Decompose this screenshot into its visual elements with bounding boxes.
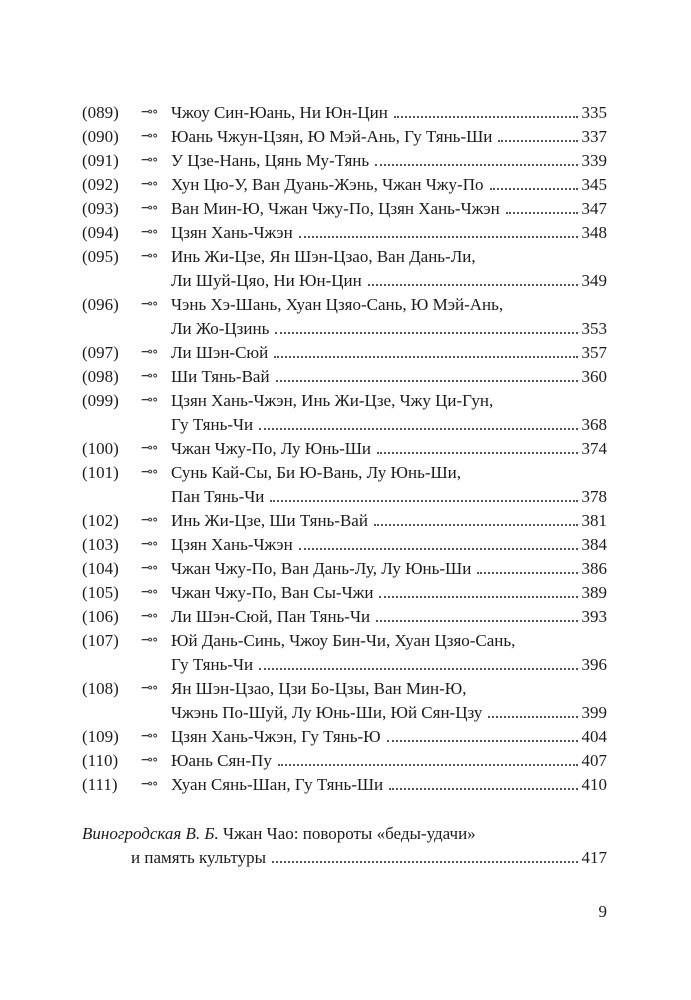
page-number: 335 — [581, 103, 607, 122]
ornament-icon: ⊸∘ — [141, 561, 158, 576]
entry-authors: Юань Чжун-Цзян, Ю Мэй-Ань, Гу Тянь-Ши — [171, 127, 493, 146]
dot-leader — [270, 500, 577, 502]
entry-number: (090) — [82, 127, 119, 146]
toc-entry-line — [82, 413, 607, 437]
toc-entry-line — [82, 149, 607, 173]
page-number: 404 — [581, 727, 607, 746]
entry-text — [171, 629, 607, 653]
ornament-icon: ⊸∘ — [141, 249, 158, 264]
toc-entry — [82, 293, 607, 341]
dot-leader — [389, 788, 577, 790]
page-number: 396 — [581, 655, 607, 674]
epilogue-page-number: 417 — [581, 848, 607, 867]
entry-number: (104) — [82, 559, 119, 578]
entry-text — [171, 725, 607, 749]
entry-text — [171, 341, 607, 365]
toc-entry — [82, 437, 607, 461]
ornament-icon: ⊸∘ — [141, 441, 158, 456]
entry-number: (096) — [82, 295, 119, 314]
entry-text — [171, 773, 607, 797]
dot-leader — [259, 668, 577, 670]
epilogue-entry — [82, 822, 607, 870]
entry-number: (103) — [82, 535, 119, 554]
toc-entry — [82, 605, 607, 629]
page-number: 368 — [581, 415, 607, 434]
toc-entry-line — [82, 677, 607, 701]
page-number: 386 — [581, 559, 607, 578]
dot-leader — [374, 524, 578, 526]
toc-entry-line — [82, 365, 607, 389]
page-number: 345 — [581, 175, 607, 194]
toc-entry — [82, 365, 607, 389]
dot-leader — [488, 716, 577, 718]
ornament-icon: ⊸∘ — [141, 369, 158, 384]
entry-authors: Чэнь Хэ-Шань, Хуан Цзяо-Сань, Ю Мэй-Ань, — [171, 295, 504, 314]
page-number: 381 — [581, 511, 607, 530]
ornament-icon: ⊸∘ — [141, 585, 158, 600]
entry-number: (099) — [82, 391, 119, 410]
entry-number: (107) — [82, 631, 119, 650]
ornament-icon: ⊸∘ — [141, 513, 158, 528]
toc-entry — [82, 173, 607, 197]
page-number: 378 — [581, 487, 607, 506]
entry-text — [171, 605, 607, 629]
table-of-contents — [82, 101, 607, 797]
entry-authors: Чжэнь По-Шуй, Лу Юнь-Ши, Юй Сян-Цзу — [171, 703, 483, 722]
entry-authors: Ван Мин-Ю, Чжан Чжу-По, Цзян Хань-Чжэн — [171, 199, 500, 218]
page-number: 393 — [581, 607, 607, 626]
toc-entry — [82, 509, 607, 533]
entry-authors: Ли Шуй-Цяо, Ни Юн-Цин — [171, 271, 362, 290]
toc-entry-line — [82, 245, 607, 269]
dot-leader — [375, 164, 577, 166]
page-number: 384 — [581, 535, 607, 554]
entry-authors: Пан Тянь-Чи — [171, 487, 265, 506]
toc-entry-line — [82, 509, 607, 533]
entry-text — [171, 677, 607, 701]
entry-authors: Ши Тянь-Вай — [171, 367, 270, 386]
page-number: 410 — [581, 775, 607, 794]
entry-text — [171, 653, 607, 677]
page-number: 360 — [581, 367, 607, 386]
toc-entry-line — [82, 629, 607, 653]
entry-number: (105) — [82, 583, 119, 602]
dot-leader — [276, 380, 578, 382]
toc-entry-line — [82, 437, 607, 461]
page-number: 399 — [581, 703, 607, 722]
entry-text — [171, 125, 607, 149]
dot-leader — [272, 861, 578, 863]
entry-text — [171, 557, 607, 581]
entry-text — [171, 173, 607, 197]
toc-entry — [82, 461, 607, 509]
dot-leader — [278, 764, 578, 766]
entry-authors: Юань Сян-Пу — [171, 751, 272, 770]
toc-entry — [82, 749, 607, 773]
page-number: 347 — [581, 199, 607, 218]
toc-entry-line — [82, 485, 607, 509]
toc-entry — [82, 125, 607, 149]
toc-entry-line — [82, 605, 607, 629]
ornament-icon: ⊸∘ — [141, 345, 158, 360]
page-number: 374 — [581, 439, 607, 458]
entry-number: (110) — [82, 751, 119, 770]
entry-authors: Чжоу Син-Юань, Ни Юн-Цин — [171, 103, 388, 122]
page-number: 407 — [581, 751, 607, 770]
entry-authors: У Цзе-Нань, Цянь Му-Тянь — [171, 151, 370, 170]
entry-number: (094) — [82, 223, 119, 242]
dot-leader — [506, 212, 578, 214]
entry-number: (098) — [82, 367, 119, 386]
dot-leader — [498, 140, 577, 142]
entry-authors: Ян Шэн-Цзао, Цзи Бо-Цзы, Ван Мин-Ю, — [171, 679, 467, 698]
dot-leader — [299, 236, 578, 238]
toc-entry-line — [82, 461, 607, 485]
entry-text — [171, 437, 607, 461]
ornament-icon: ⊸∘ — [141, 609, 158, 624]
entry-number: (102) — [82, 511, 119, 530]
toc-entry — [82, 197, 607, 221]
page-number: 339 — [581, 151, 607, 170]
entry-number: (111) — [82, 775, 118, 794]
toc-entry-line — [82, 125, 607, 149]
toc-entry — [82, 341, 607, 365]
dot-leader — [477, 572, 577, 574]
toc-entry — [82, 533, 607, 557]
entry-text — [171, 149, 607, 173]
entry-authors: Юй Дань-Синь, Чжоу Бин-Чи, Хуан Цзяо-Сань, — [171, 631, 516, 650]
toc-entry — [82, 221, 607, 245]
entry-text — [171, 581, 607, 605]
entry-authors: Ли Шэн-Сюй — [171, 343, 269, 362]
entry-authors: Гу Тянь-Чи — [171, 655, 254, 674]
entry-text — [171, 533, 607, 557]
ornament-icon: ⊸∘ — [141, 537, 158, 552]
toc-entry — [82, 773, 607, 797]
ornament-icon: ⊸∘ — [141, 201, 158, 216]
entry-number: (108) — [82, 679, 119, 698]
dot-leader — [299, 548, 578, 550]
toc-entry — [82, 389, 607, 437]
dot-leader — [394, 116, 578, 118]
ornament-icon: ⊸∘ — [141, 225, 158, 240]
toc-entry — [82, 677, 607, 725]
toc-entry-line — [82, 653, 607, 677]
ornament-icon: ⊸∘ — [141, 297, 158, 312]
toc-entry-line — [82, 533, 607, 557]
entry-text — [171, 197, 607, 221]
entry-text — [171, 461, 607, 485]
ornament-icon: ⊸∘ — [141, 633, 158, 648]
entry-authors: Чжан Чжу-По, Лу Юнь-Ши — [171, 439, 372, 458]
dot-leader — [379, 596, 577, 598]
entry-authors: Инь Жи-Цзе, Ши Тянь-Вай — [171, 511, 368, 530]
entry-text — [171, 365, 607, 389]
entry-text — [171, 701, 607, 725]
toc-entry-line — [82, 581, 607, 605]
dot-leader — [368, 284, 578, 286]
toc-entry — [82, 725, 607, 749]
entry-authors: Хун Цю-У, Ван Дуань-Жэнь, Чжан Чжу-По — [171, 175, 484, 194]
toc-entry-line — [82, 725, 607, 749]
dot-leader — [377, 452, 577, 454]
entry-authors: Цзян Хань-Чжэн, Гу Тянь-Ю — [171, 727, 381, 746]
toc-entry-line — [82, 221, 607, 245]
entry-authors: Сунь Кай-Сы, Би Ю-Вань, Лу Юнь-Ши, — [171, 463, 462, 482]
entry-authors: Гу Тянь-Чи — [171, 415, 254, 434]
dot-leader — [274, 356, 577, 358]
entry-authors: Цзян Хань-Чжэн — [171, 223, 293, 242]
page-number: 353 — [581, 319, 607, 338]
toc-entry-line — [82, 557, 607, 581]
toc-entry-line — [82, 773, 607, 797]
entry-authors: Чжан Чжу-По, Ван Дань-Лу, Лу Юнь-Ши — [171, 559, 472, 578]
entry-number: (100) — [82, 439, 119, 458]
ornament-icon: ⊸∘ — [141, 465, 158, 480]
dot-leader — [275, 332, 577, 334]
epilogue-title-line-1: Чжан Чао: повороты «беды-удачи» — [222, 824, 476, 843]
entry-text — [171, 293, 607, 317]
toc-entry-line — [82, 749, 607, 773]
entry-text — [171, 509, 607, 533]
ornament-icon: ⊸∘ — [141, 729, 158, 744]
page-number: 337 — [581, 127, 607, 146]
page-number: 357 — [581, 343, 607, 362]
entry-authors: Цзян Хань-Чжэн — [171, 535, 293, 554]
ornament-icon: ⊸∘ — [141, 681, 158, 696]
entry-text — [171, 245, 607, 269]
ornament-icon: ⊸∘ — [141, 153, 158, 168]
toc-entry-line — [82, 389, 607, 413]
toc-entry-line — [82, 341, 607, 365]
entry-authors: Хуан Сянь-Шан, Гу Тянь-Ши — [171, 775, 384, 794]
dot-leader — [490, 188, 578, 190]
dot-leader — [387, 740, 578, 742]
ornament-icon: ⊸∘ — [141, 777, 158, 792]
entry-authors: Чжан Чжу-По, Ван Сы-Чжи — [171, 583, 374, 602]
entry-authors: Ли Жо-Цзинь — [171, 319, 270, 338]
entry-text — [171, 221, 607, 245]
toc-entry-line — [82, 317, 607, 341]
entry-text — [171, 413, 607, 437]
ornament-icon: ⊸∘ — [141, 753, 158, 768]
entry-number: (091) — [82, 151, 119, 170]
page-number: 349 — [581, 271, 607, 290]
dot-leader — [376, 620, 577, 622]
toc-entry — [82, 245, 607, 293]
toc-entry-line — [82, 101, 607, 125]
epilogue-author: Виногродская В. Б. — [82, 824, 219, 843]
entry-number: (097) — [82, 343, 119, 362]
entry-text — [171, 485, 607, 509]
toc-entry-line — [82, 269, 607, 293]
entry-number: (101) — [82, 463, 119, 482]
toc-entry — [82, 557, 607, 581]
entry-number: (109) — [82, 727, 119, 746]
entry-number: (089) — [82, 103, 119, 122]
entry-number: (095) — [82, 247, 119, 266]
entry-text — [171, 749, 607, 773]
toc-entry — [82, 101, 607, 125]
toc-entry-line — [82, 293, 607, 317]
ornament-icon: ⊸∘ — [141, 177, 158, 192]
entry-number: (092) — [82, 175, 119, 194]
toc-entry-line — [82, 701, 607, 725]
ornament-icon: ⊸∘ — [141, 105, 158, 120]
entry-number: (106) — [82, 607, 119, 626]
dot-leader — [259, 428, 577, 430]
entry-text — [171, 389, 607, 413]
entry-text — [171, 317, 607, 341]
entry-authors: Инь Жи-Цзе, Ян Шэн-Цзао, Ван Дань-Ли, — [171, 247, 476, 266]
page-number: 389 — [581, 583, 607, 602]
entry-authors: Цзян Хань-Чжэн, Инь Жи-Цзе, Чжу Ци-Гун, — [171, 391, 494, 410]
toc-entry — [82, 581, 607, 605]
entry-authors: Ли Шэн-Сюй, Пан Тянь-Чи — [171, 607, 371, 626]
page-folio: 9 — [598, 902, 607, 921]
toc-entry-line — [82, 197, 607, 221]
entry-text — [171, 101, 607, 125]
epilogue-title-line-2: и память культуры — [131, 848, 266, 867]
page-number: 348 — [581, 223, 607, 242]
toc-entry — [82, 629, 607, 677]
toc-entry — [82, 149, 607, 173]
entry-text — [171, 269, 607, 293]
ornament-icon: ⊸∘ — [141, 129, 158, 144]
toc-entry-line — [82, 173, 607, 197]
ornament-icon: ⊸∘ — [141, 393, 158, 408]
entry-number: (093) — [82, 199, 119, 218]
